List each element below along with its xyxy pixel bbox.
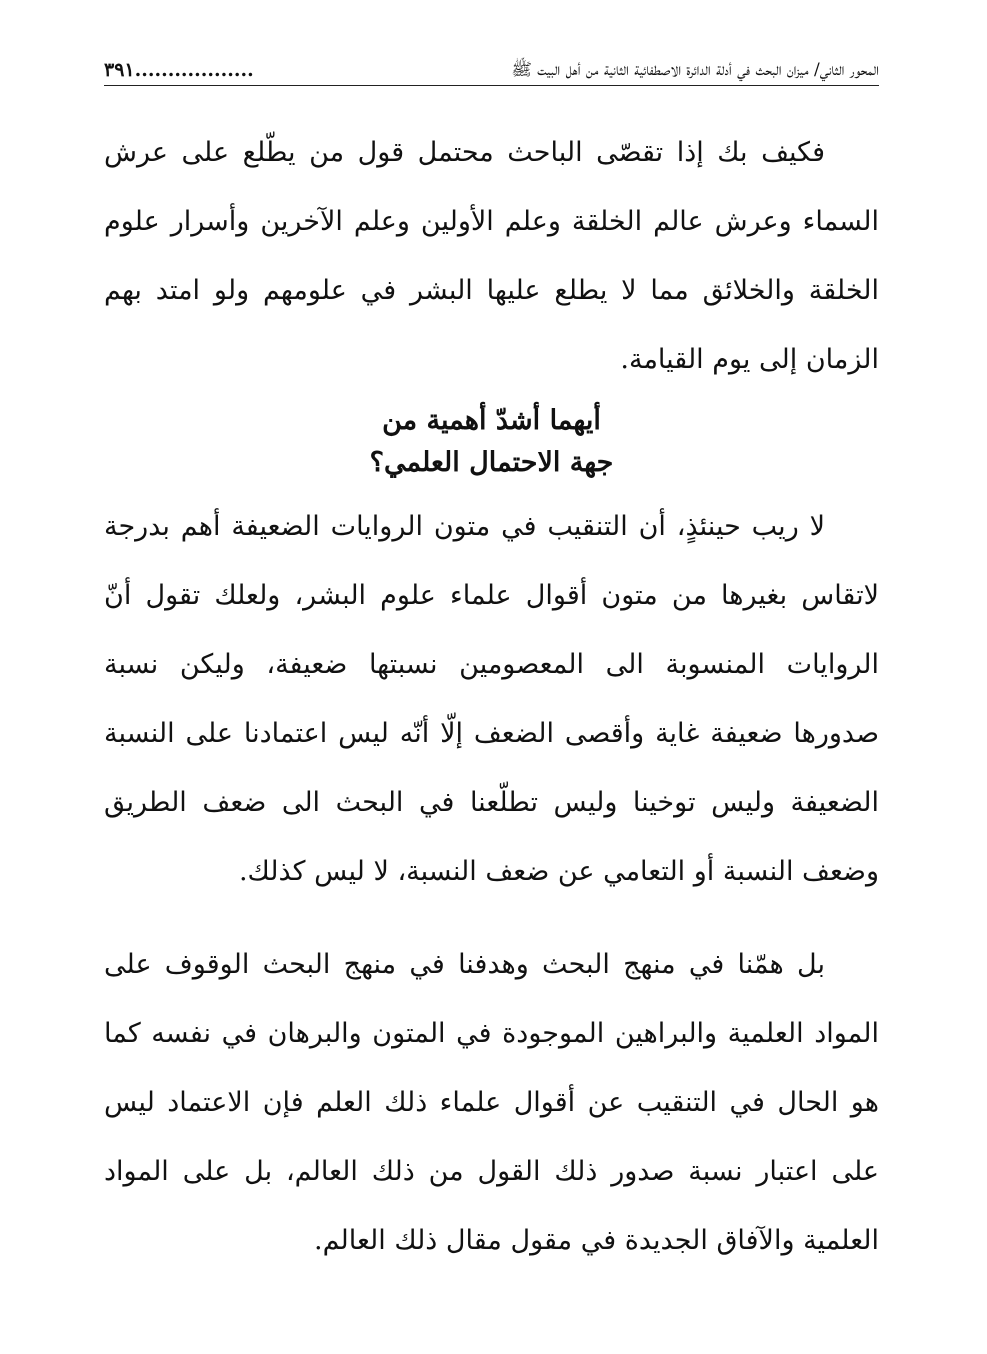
paragraph-3: بل همّنا في منهج البحث وهدفنا في منهج البحث الوقوف على المواد العلمية والبراهين الموجودة في المتون والبرهان في نفسه كما هو الحال في التنقيب عن أقوال علماء ذلك العلم فإن الاعتماد ليس على اعتبار نسبة صدور ذلك القول من ذلك العالم، بل على المواد العلمية والآفاق الجديدة في مقول مقال ذلك العالم.	[104, 949, 879, 1256]
page-number	[104, 59, 254, 81]
page-number-value: ٣٩١	[104, 59, 135, 81]
section-heading	[104, 400, 879, 484]
section-heading-line-1: أيهما أشدّ أهمية من	[382, 405, 601, 436]
paragraph-1: فكيف بك إذا تقصّى الباحث محتمل قول من يطّلع على عرش السماء وعرش عالم الخلقة وعلم الأولين وعلم الآخرين وأسرار علوم الخلقة والخلائق مما لا يطلع عليها البشر في علومهم ولو امتد بهم الزمان إلى يوم القيامة.	[104, 137, 879, 375]
paragraph-2: لا ريب حينئذٍ، أن التنقيب في متون الروايات الضعيفة أهم بدرجة لاتقاس بغيرها من متون أقوال علماء علوم البشر، ولعلك تقول أنّ الروايات المنسوبة الى المعصومين نسبتها ضعيفة، وليكن نسبة صدورها ضعيفة غاية وأقصى الضعف إلّا أنّه ليس اعتمادنا على النسبة الضعيفة وليس توخينا وليس تطلّعنا في البحث الى ضعف الطريق وضعف النسبة أو التعامي عن ضعف النسبة، لا ليس كذلك.	[104, 511, 879, 887]
header-title: المحور الثاني/ ميزان البحث في أدلة الدائرة الاصطفائية الثانية من أهل البيت ﷺ	[511, 60, 879, 80]
section-heading-line-2: جهة الاحتمال العلمي؟	[369, 447, 614, 478]
paragraph-spacer	[104, 906, 879, 930]
header-leader: ..................	[134, 59, 254, 81]
running-header	[104, 52, 879, 86]
body-text	[104, 118, 879, 1275]
